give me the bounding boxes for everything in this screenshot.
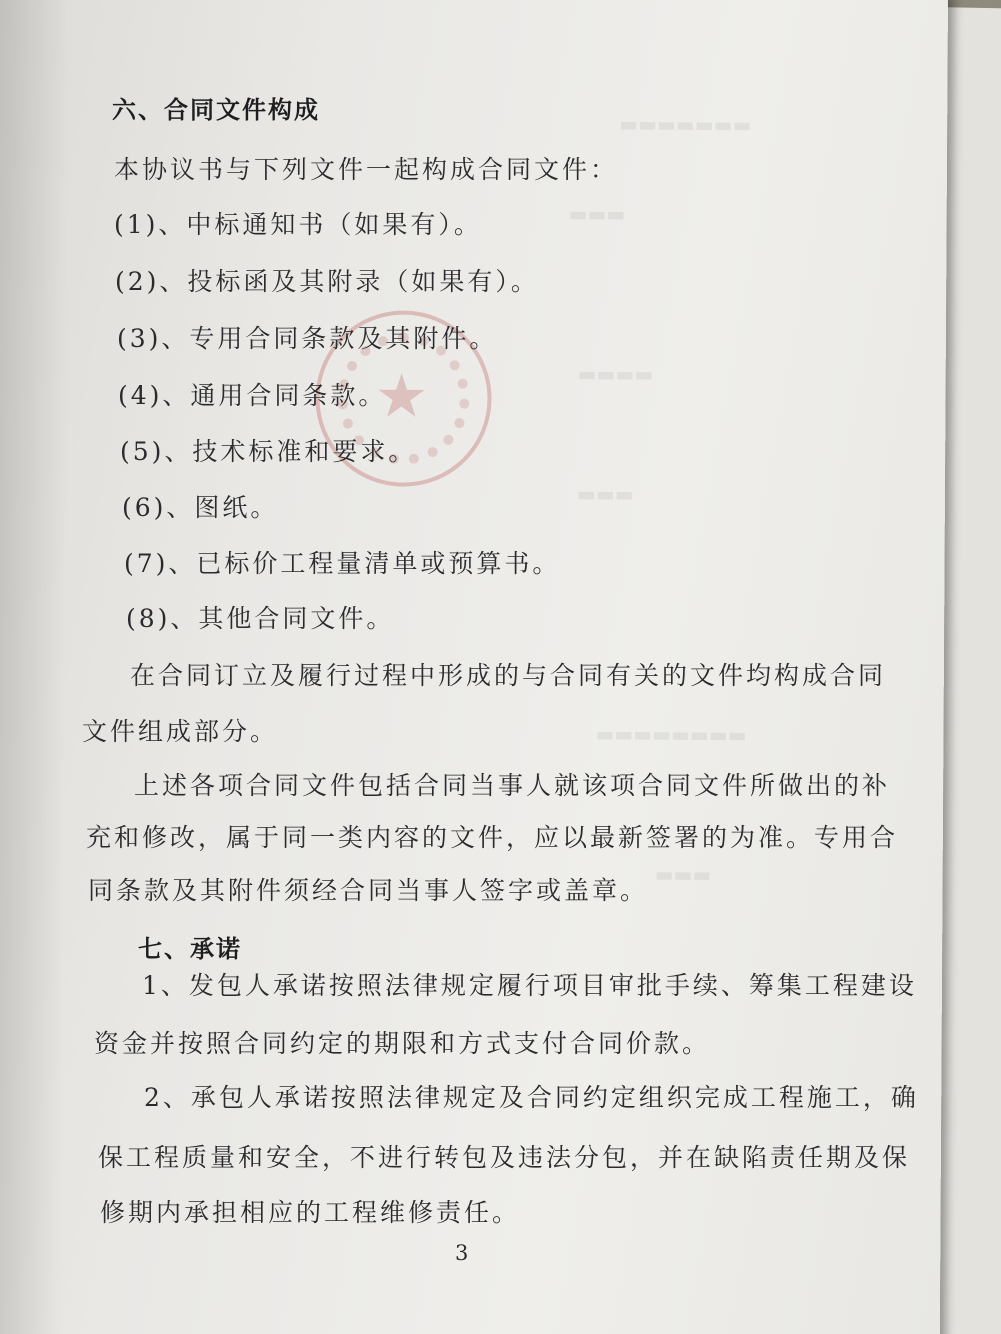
document-list-item: (5)、技术标准和要求。: [120, 437, 417, 466]
document-list-item: (3)、专用合同条款及其附件。: [117, 324, 498, 353]
paragraph-line: 充和修改，属于同一类内容的文件，应以最新签署的为准。专用合: [86, 823, 899, 852]
reverse-ghost-text: ▬▬▬▬: [577, 361, 654, 387]
paragraph-line: 资金并按照合同约定的期限和方式支付合同价款。: [94, 1029, 711, 1058]
seal-star-icon: ★: [374, 361, 429, 432]
paragraph-line: 文件组成部分。: [82, 717, 279, 746]
paragraph-line: 1、发包人承诺按照法律规定履行项目审批手续、筹集工程建设: [142, 971, 917, 1000]
paragraph-line: 上述各项合同文件包括合同当事人就该项合同文件所做出的补: [134, 771, 891, 800]
reverse-ghost-text: ▬▬▬: [568, 201, 626, 226]
document-list-item: (8)、其他合同文件。: [126, 604, 395, 633]
paragraph-line: 保工程质量和安全，不进行转包及违法分包，并在缺陷责任期及保: [98, 1143, 911, 1172]
reverse-ghost-text: ▬▬▬: [576, 481, 634, 507]
paragraph-line: 同条款及其附件须经合同当事人签字或盖章。: [88, 876, 649, 905]
document-list-item: (1)、中标通知书（如果有）。: [114, 210, 482, 239]
document-list-item: (2)、投标函及其附录（如果有）。: [115, 267, 539, 296]
paragraph-line: 修期内承担相应的工程维修责任。: [100, 1198, 521, 1227]
document-list-item: (7)、已标价工程量清单或预算书。: [124, 549, 561, 578]
section-six-intro: 本协议书与下列文件一起构成合同文件：: [114, 155, 619, 184]
paragraph-line: 2、承包人承诺按照法律规定及合同约定组织完成工程施工，确: [144, 1083, 919, 1112]
document-list-item: (4)、通用合同条款。: [118, 381, 387, 410]
document-list-item: (6)、图纸。: [122, 493, 279, 522]
section-six-heading: 六、合同文件构成: [112, 96, 320, 124]
page-number: 3: [455, 1241, 469, 1265]
reverse-ghost-text: ▬▬▬▬▬▬▬▬: [595, 721, 747, 747]
reverse-ghost-text: ▬▬▬▬▬▬▬: [619, 111, 752, 137]
section-seven-heading: 七、承诺: [138, 935, 242, 963]
reverse-ghost-text: ▬▬▬: [654, 862, 712, 887]
paragraph-line: 在合同订立及履行过程中形成的与合同有关的文件均构成合同: [130, 661, 887, 690]
